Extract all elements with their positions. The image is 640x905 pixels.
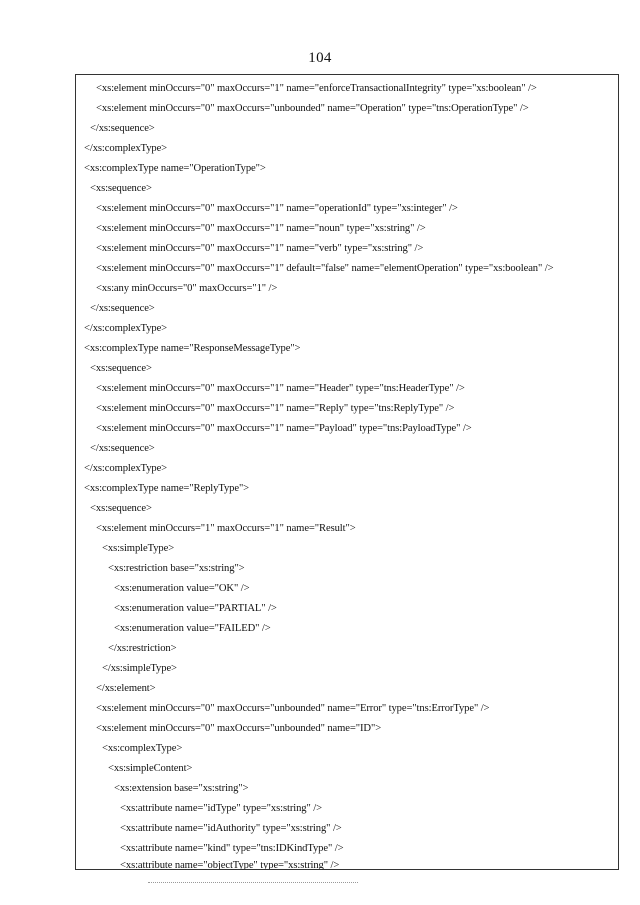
footer-rule: [148, 882, 358, 883]
page-number: 104: [308, 50, 332, 66]
code-line: </xs:complexType>: [84, 463, 168, 474]
code-line: <xs:element minOccurs="0" maxOccurs="1" name="Reply" type="tns:ReplyType" />: [96, 403, 455, 414]
code-listing-box: [75, 74, 619, 870]
code-line: <xs:element minOccurs="0" maxOccurs="1" name="Header" type="tns:HeaderType" />: [96, 383, 465, 394]
code-line: <xs:element minOccurs="0" maxOccurs="1" default="false" name="elementOperation" type="xs:boolean" />: [96, 263, 554, 274]
code-line: <xs:simpleType>: [102, 543, 175, 554]
code-line: <xs:enumeration value="FAILED" />: [114, 623, 271, 634]
code-line: </xs:complexType>: [84, 323, 168, 334]
code-line: <xs:attribute name="objectType" type="xs:string" />: [120, 860, 340, 870]
code-line: <xs:restriction base="xs:string">: [108, 563, 245, 574]
code-line: <xs:element minOccurs="0" maxOccurs="1" name="noun" type="xs:string" />: [96, 223, 426, 234]
code-line: </xs:restriction>: [108, 643, 177, 654]
code-line: <xs:attribute name="idAuthority" type="xs:string" />: [120, 823, 342, 834]
code-line: </xs:sequence>: [90, 443, 155, 454]
code-line: <xs:complexType name="ReplyType">: [84, 483, 250, 494]
code-line: <xs:sequence>: [90, 503, 152, 514]
code-line: <xs:any minOccurs="0" maxOccurs="1" />: [96, 283, 278, 294]
code-line: <xs:complexType name="ResponseMessageType">: [84, 343, 301, 354]
code-line: <xs:complexType>: [102, 743, 183, 754]
code-line: <xs:enumeration value="OK" />: [114, 583, 250, 594]
code-line: </xs:complexType>: [84, 143, 168, 154]
code-line: <xs:element minOccurs="0" maxOccurs="1" name="verb" type="xs:string" />: [96, 243, 424, 254]
code-line: <xs:extension base="xs:string">: [114, 783, 249, 794]
code-line: <xs:attribute name="kind" type="tns:IDKindType" />: [120, 843, 344, 854]
code-line: <xs:element minOccurs="0" maxOccurs="1" name="enforceTransactionalIntegrity" type="xs:boolean" />: [96, 83, 537, 94]
code-line: <xs:sequence>: [90, 183, 152, 194]
code-line: </xs:simpleType>: [102, 663, 177, 674]
code-line: <xs:simpleContent>: [108, 763, 193, 774]
code-line: <xs:sequence>: [90, 363, 152, 374]
code-line: <xs:element minOccurs="0" maxOccurs="1" name="operationId" type="xs:integer" />: [96, 203, 458, 214]
code-line: <xs:enumeration value="PARTIAL" />: [114, 603, 277, 614]
code-line: <xs:attribute name="idType" type="xs:string" />: [120, 803, 322, 814]
code-line: <xs:element minOccurs="0" maxOccurs="unbounded" name="Error" type="tns:ErrorType" />: [96, 703, 490, 714]
code-line: <xs:element minOccurs="0" maxOccurs="unbounded" name="ID">: [96, 723, 382, 734]
code-line: <xs:complexType name="OperationType">: [84, 163, 266, 174]
code-line: <xs:element minOccurs="0" maxOccurs="1" name="Payload" type="tns:PayloadType" />: [96, 423, 472, 434]
code-line: <xs:element minOccurs="1" maxOccurs="1" name="Result">: [96, 523, 356, 534]
code-line: <xs:element minOccurs="0" maxOccurs="unbounded" name="Operation" type="tns:OperationType" />: [96, 103, 529, 114]
code-line: </xs:element>: [96, 683, 156, 694]
code-line: </xs:sequence>: [90, 303, 155, 314]
code-line: </xs:sequence>: [90, 123, 155, 134]
